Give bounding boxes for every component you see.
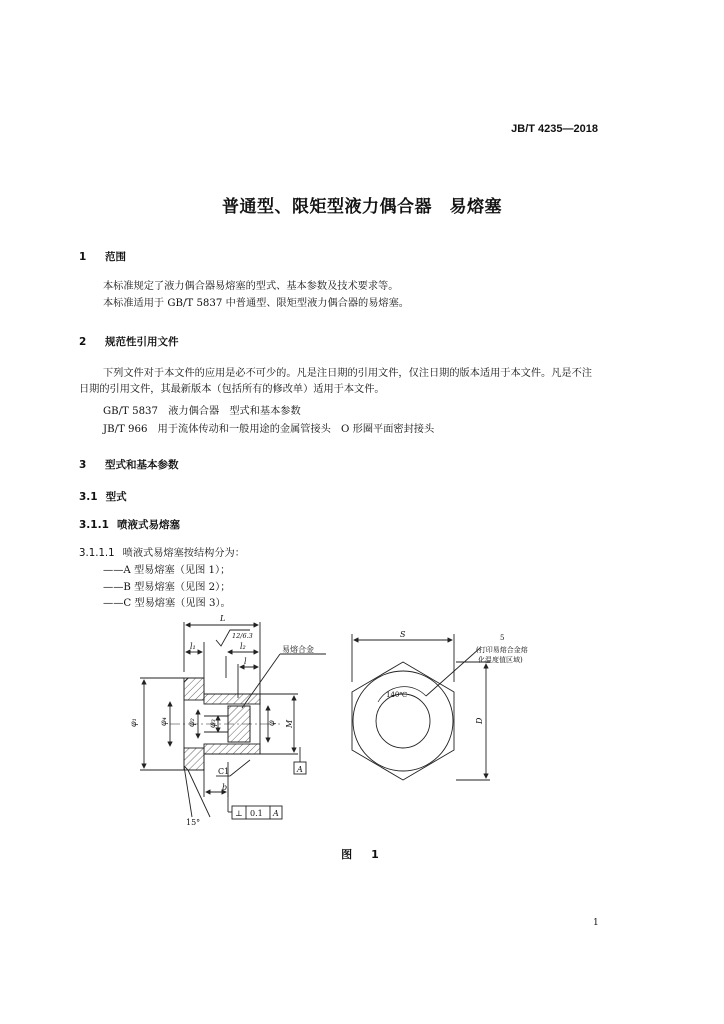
section-1-heading <box>79 249 126 264</box>
list-item: ——B 型易熔塞（见图 2）； <box>103 582 231 593</box>
section-3-heading <box>79 457 179 472</box>
dim-l2-label: l₂ <box>240 642 246 651</box>
note-number: 5 <box>500 634 505 642</box>
section-number: 3.1.1 <box>79 519 109 531</box>
dim-l-label: l <box>244 657 247 666</box>
dim-d1-label: φ₁ <box>129 718 138 727</box>
clause-number: 3.1.1.1 <box>79 548 115 559</box>
dim-S-label: S <box>400 630 406 639</box>
figure-1-drawing <box>120 612 620 834</box>
section-title: 规范性引用文件 <box>105 336 179 348</box>
standard-number: JB/T 4235—2018 <box>511 123 598 135</box>
clause-3-1-1-1 <box>79 544 245 559</box>
list-item: ——C 型易熔塞（见图 3）。 <box>103 598 231 609</box>
dim-d2-label: φ₂ <box>187 718 196 727</box>
temperature-marking: 140℃ <box>386 691 408 699</box>
tolerance-datum: A <box>273 809 279 818</box>
clause-text: 喷液式易熔塞按结构分为： <box>122 548 245 559</box>
dim-d3-label: φ₃ <box>208 719 217 728</box>
angle-label: 15° <box>186 818 201 827</box>
tolerance-value: 0.1 <box>250 809 263 818</box>
dim-d-label: φ <box>267 720 276 726</box>
section-title: 型式 <box>105 491 127 503</box>
section-3-1-1-heading <box>79 517 180 532</box>
tolerance-symbol: ⊥ <box>235 809 243 818</box>
figure-caption: 图 1 <box>341 848 383 861</box>
dim-L-label: L <box>220 614 226 623</box>
section-title: 喷液式易熔塞 <box>117 519 180 531</box>
list-item: ——A 型易熔塞（见图 1）； <box>103 565 231 576</box>
section-3-1-heading <box>79 489 127 504</box>
document-title: 普通型、限矩型液力偶合器 易熔塞 <box>222 197 502 217</box>
fusible-alloy-label: 易熔合金 <box>282 645 314 654</box>
section-1-paragraph-2: 本标准适用于 GB/T 5837 中普通型、限矩型液力偶合器的易熔塞。 <box>103 298 409 309</box>
dim-D-label: D <box>475 717 484 724</box>
note-line-1: (打印易熔合金熔 <box>476 646 528 654</box>
section-title: 范围 <box>105 251 126 263</box>
dim-b-label: b <box>222 783 228 792</box>
section-1-paragraph-1: 本标准规定了液力偶合器易熔塞的型式、基本参数及技术要求等。 <box>103 281 399 292</box>
note-line-2: 化温度值区域) <box>478 656 523 664</box>
section-title: 型式和基本参数 <box>105 459 179 471</box>
end-view <box>352 634 490 780</box>
roughness-label: 12/6.3 <box>232 632 253 640</box>
chamfer-label: C1 <box>218 767 230 776</box>
dim-l1-label: l₁ <box>190 642 196 651</box>
section-2-heading <box>79 334 179 349</box>
section-number: 3 <box>79 459 87 471</box>
section-number: 1 <box>79 251 87 263</box>
reference-gbt5837: GB/T 5837 液力偶合器 型式和基本参数 <box>103 406 301 417</box>
datum-label: A <box>297 765 303 774</box>
section-number: 2 <box>79 336 87 348</box>
section-2-paragraph: 下列文件对于本文件的应用是必不可少的。凡是注日期的引用文件，仅注日期的版本适用于本文件。凡是不注日期的引用文件，其最新版本（包括所有的修改单）适用于本文件。 <box>79 368 592 395</box>
reference-jbt966: JB/T 966 用于流体传动和一般用途的金属管接头 O 形圈平面密封接头 <box>103 424 435 435</box>
page-number: 1 <box>593 918 599 928</box>
dim-d4-label: φ₄ <box>159 717 168 726</box>
dim-M-label: M <box>285 719 294 728</box>
section-number: 3.1 <box>79 491 98 503</box>
